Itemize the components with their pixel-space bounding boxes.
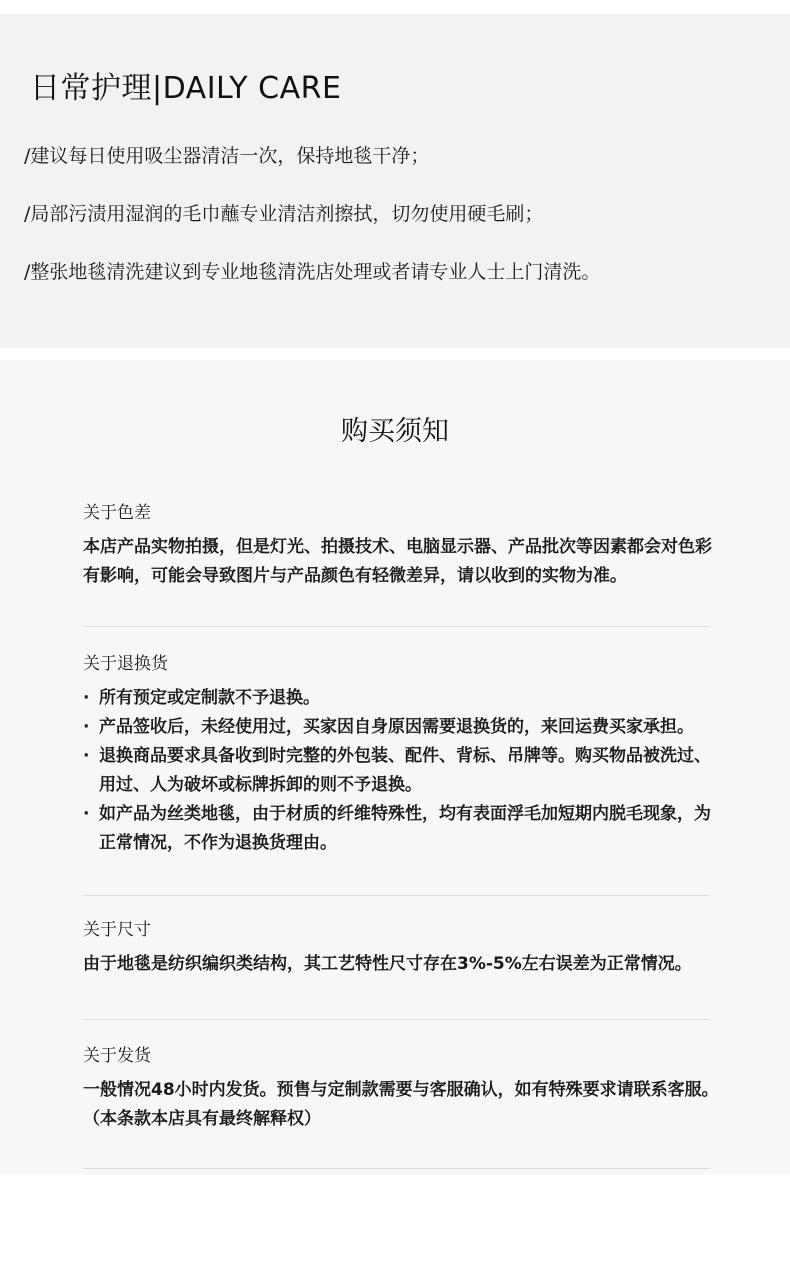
bullet-dot: · [83, 688, 90, 708]
section-shipping [83, 1044, 723, 1134]
daily-care-title: 日常护理|DAILY CARE [30, 71, 342, 106]
daily-care-panel [0, 14, 790, 348]
section-body: 本店产品实物拍摄，但是灯光、拍摄技术、电脑显示器、产品批次等因素都会对色彩有影响，可能会导致图片与产品颜色有轻微差异，请以收到的实物为准。 [83, 537, 712, 586]
list-item-text: 如产品为丝类地毯，由于材质的纤维特殊性，均有表面浮毛加短期内脱毛现象，为正常情况，不作为退换货理由。 [99, 804, 711, 853]
list-item-text: 产品签收后，未经使用过，买家因自身原因需要退换货的，来回运费买家承担。 [99, 717, 694, 737]
section-body: 由于地毯是纺织编织类结构，其工艺特性尺寸存在3%-5%左右误差为正常情况。 [83, 954, 692, 974]
care-tip-professional: /整张地毯清洗建议到专业地毯清洗店处理或者请专业人士上门清洗。 [24, 261, 601, 283]
section-note: （本条款本店具有最终解释权） [83, 1109, 321, 1129]
section-body: 一般情况48小时内发货。预售与定制款需要与客服确认，如有特殊要求请联系客服。 [83, 1080, 719, 1100]
list-item-text: 所有预定或定制款不予退换。 [99, 688, 320, 708]
section-heading: 关于尺寸 [83, 920, 151, 940]
care-tip-stain: /局部污渍用湿润的毛巾蘸专业清洁剂擦拭，切勿使用硬毛刷； [24, 203, 544, 225]
section-heading: 关于发货 [83, 1046, 151, 1066]
divider [83, 626, 710, 627]
care-tip-vacuum: /建议每日使用吸尘器清洁一次，保持地毯干净； [24, 145, 430, 167]
list-item [83, 742, 723, 800]
section-heading: 关于色差 [83, 503, 151, 523]
list-item-text: 退换商品要求具备收到时完整的外包装、配件、背标、吊牌等。购买物品被洗过、用过、人为破坏或标牌拆卸的则不予退换。 [99, 746, 711, 795]
list-item [83, 684, 723, 713]
section-color-difference [83, 501, 723, 591]
divider [83, 1019, 710, 1020]
section-size [83, 918, 723, 979]
divider [83, 1168, 710, 1169]
section-returns [83, 652, 723, 858]
bullet-dot: · [83, 746, 90, 766]
list-item [83, 713, 723, 742]
purchase-notice-panel [0, 360, 790, 1174]
bullet-dot: · [83, 717, 90, 737]
divider [83, 895, 710, 896]
purchase-notice-title: 购买须知 [341, 416, 449, 447]
bullet-dot: · [83, 804, 90, 824]
list-item [83, 800, 723, 858]
section-heading: 关于退换货 [83, 654, 168, 674]
